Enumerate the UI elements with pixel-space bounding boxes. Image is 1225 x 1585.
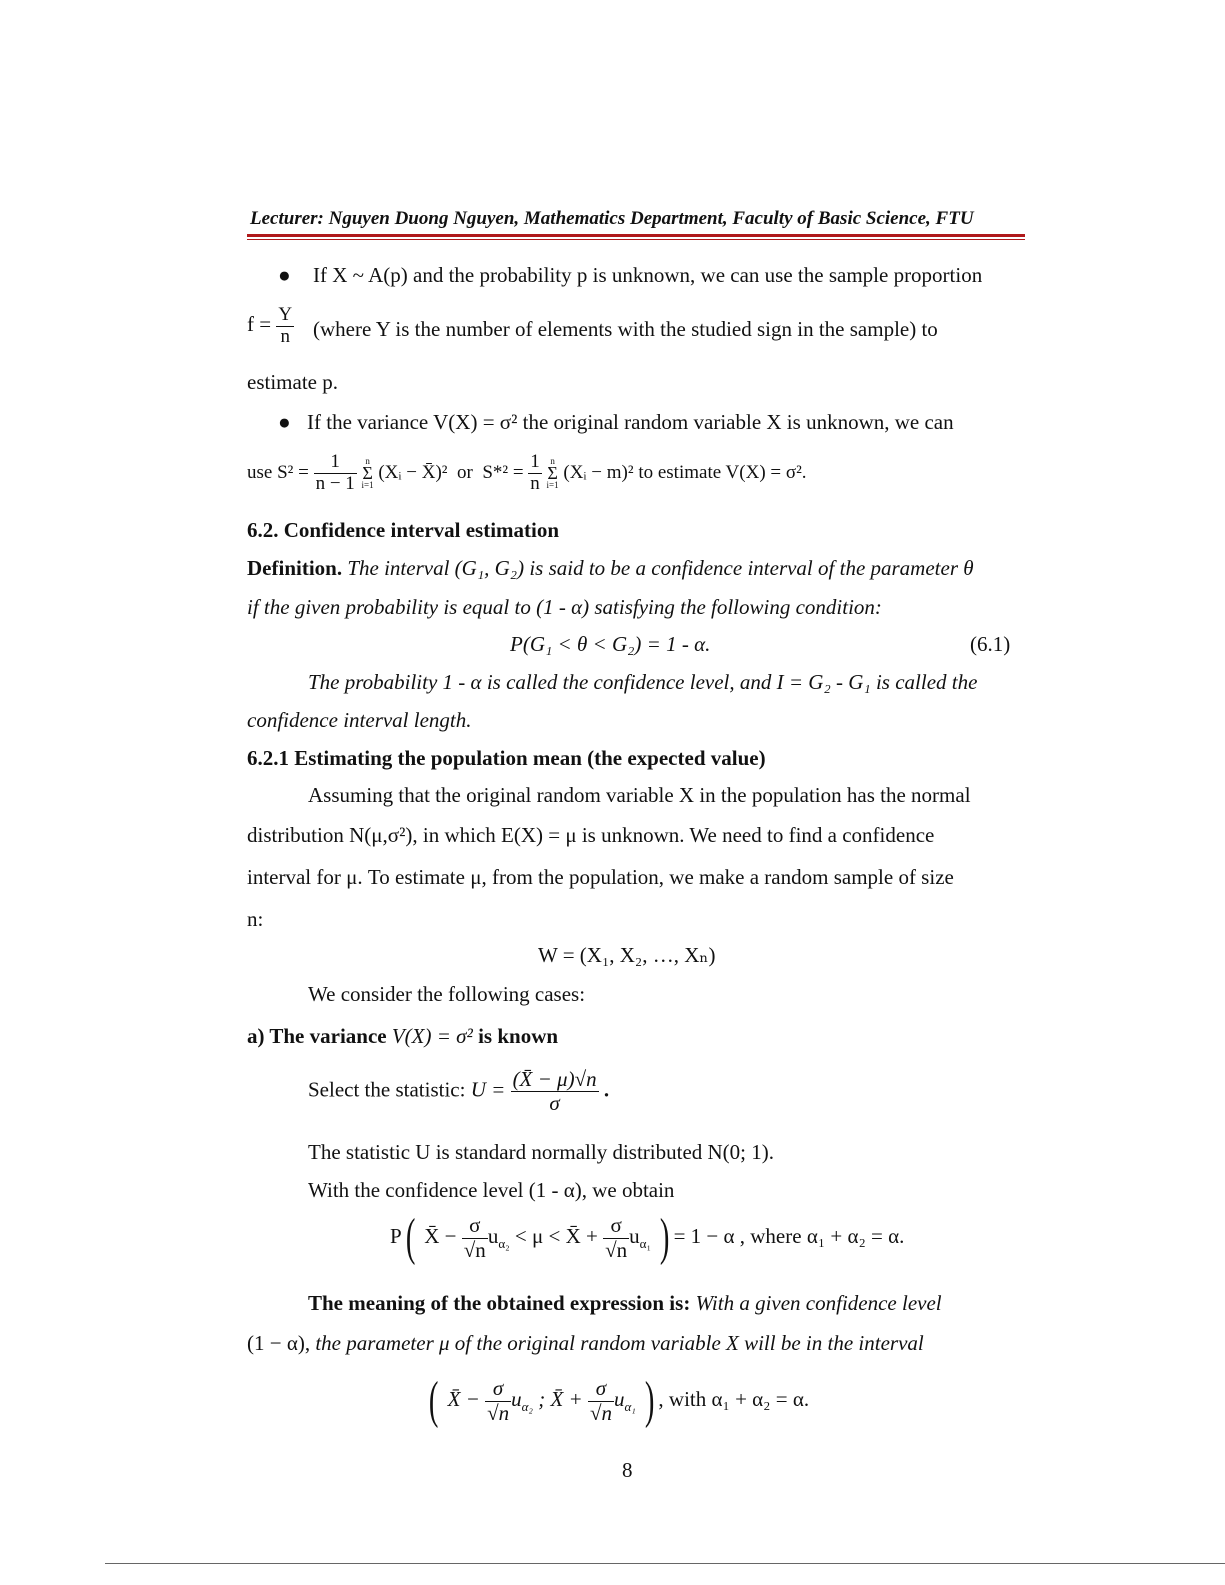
bullet-dot-icon: ● bbox=[278, 263, 291, 287]
definition-line2: if the given probability is equal to (1 - α) satisfying the following condition: bbox=[247, 595, 882, 619]
right-paren-icon: ) bbox=[644, 1372, 655, 1429]
right-paren-icon: ) bbox=[660, 1209, 670, 1266]
confidence-intro: With the confidence level (1 - α), we obtain bbox=[308, 1178, 675, 1202]
page-number: 8 bbox=[622, 1458, 633, 1482]
statistic-definition: Select the statistic: U = $\frac{(X̄ - \mu)√n}{\sigma}$ . bbox=[308, 1067, 610, 1116]
para1-line4: n: bbox=[247, 907, 264, 931]
bullet1-line2: (where Y is the number of elements with the studied sign in the sample) to bbox=[313, 317, 938, 341]
sample-formula: W = (X₁, X₂, …, Xₙ) bbox=[538, 943, 716, 967]
para1-line1: Assuming that the original random variable X in the population has the normal bbox=[308, 783, 971, 807]
case-a-heading: a) The variance V(X) = σ² is known bbox=[247, 1024, 559, 1048]
subsection-heading: 6.2.1 Estimating the population mean (the expected value) bbox=[247, 746, 766, 770]
bullet2-sample-variance-formula: use S² = $\frac{1}{n - 1}$ n Σ i=1 (Xᵢ − X̄)² or S*² = $\frac{1}{n}$ n Σ i=1 (Xᵢ − m)² to estimate V(X) = σ². bbox=[247, 451, 807, 494]
bullet1-formula-f: f = $\frac{Y}{n}$ bbox=[247, 304, 293, 347]
confidence-interval-formula: ( X̄ − $\frac{\sigma}{√n}$ $u_{\alpha_2}$ ; X̄ + $\frac{\sigma}{√n}$ $u_{\alpha_1}$ ) , with α₁ + α₂ = α. bbox=[428, 1372, 810, 1429]
para1-line2: distribution N(μ,σ²), in which E(X) = μ is unknown. We need to find a confidence bbox=[247, 823, 935, 847]
meaning-line1: The meaning of the obtained expression is: With a given confidence level bbox=[308, 1291, 942, 1315]
cases-intro: We consider the following cases: bbox=[308, 982, 586, 1006]
para1-line3: interval for μ. To estimate μ, from the population, we make a random sample of size bbox=[247, 865, 954, 889]
page-header: Lecturer: Nguyen Duong Nguyen, Mathematics Department, Faculty of Basic Science, FTU bbox=[250, 208, 974, 229]
equation-6-1: P(G₁ < θ < G₂) = 1 - α. bbox=[510, 632, 711, 656]
equation-number: (6.1) bbox=[970, 632, 1011, 656]
bullet1-line3: estimate p. bbox=[247, 370, 338, 394]
bullet1-line1: If X ~ A(p) and the probability p is unknown, we can use the sample proportion bbox=[313, 263, 983, 287]
bullet-dot-icon: ● bbox=[278, 410, 291, 434]
statistic-distribution: The statistic U is standard normally distributed N(0; 1). bbox=[308, 1140, 774, 1164]
left-paren-icon: ( bbox=[405, 1209, 416, 1266]
meaning-line2: (1 − α), the parameter μ of the original random variable X will be in the interval bbox=[247, 1331, 924, 1355]
section-heading: 6.2. Confidence interval estimation bbox=[247, 518, 560, 542]
footer-rule bbox=[105, 1563, 1225, 1564]
probability-line1: The probability 1 - α is called the confidence level, and I = G₂ - G₁ is called the bbox=[308, 670, 978, 694]
header-rule-thick bbox=[247, 234, 1025, 237]
header-rule-thin bbox=[247, 239, 1025, 240]
bullet2-line1: If the variance V(X) = σ² the original random variable X is unknown, we can bbox=[307, 410, 954, 434]
probability-line2: confidence interval length. bbox=[247, 708, 472, 732]
left-paren-icon: ( bbox=[428, 1372, 439, 1429]
probability-formula: P( X̄ − $\frac{\sigma}{√n}$ $u_{\alpha_2} < \mu$ < X̄ + $\frac{\sigma}{√n}$ $u_{\alpha_1}$ ) = 1 − α , where α₁ + α₂ = α. bbox=[390, 1209, 905, 1266]
definition-line1: Definition. The interval (G₁, G₂) is said to be a confidence interval of the parameter θ bbox=[247, 556, 974, 580]
